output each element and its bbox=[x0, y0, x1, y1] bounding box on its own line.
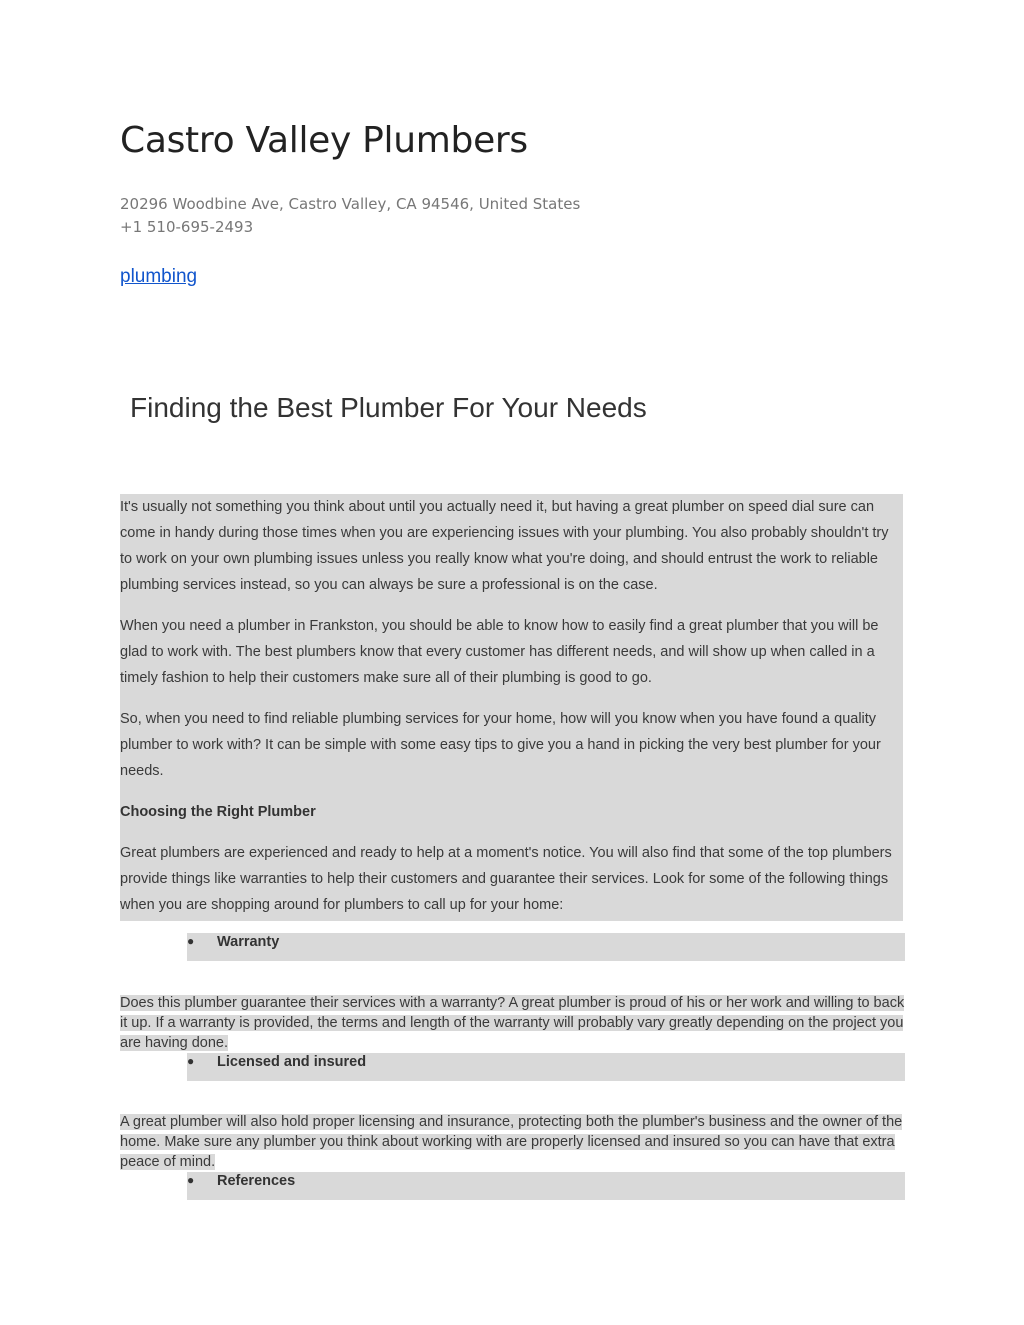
tip-label: Warranty bbox=[217, 934, 280, 950]
bullet-icon: ● bbox=[187, 1173, 195, 1187]
warranty-paragraph bbox=[120, 993, 905, 1053]
choosing-paragraph: Great plumbers are experienced and ready to help at a moment's notice. You will also find that some of the top plumbers provide things like warranties to help their customers and guarantee their services. Look for some of the following things when you are shopping around for plumbers to call up for your home: bbox=[120, 845, 892, 913]
bullet-icon: ● bbox=[187, 934, 195, 948]
tip-label: Licensed and insured bbox=[217, 1054, 367, 1070]
tip-label: References bbox=[217, 1173, 296, 1189]
tip-warranty bbox=[187, 933, 905, 961]
business-phone: +1 510-695-2493 bbox=[120, 218, 254, 236]
intro-paragraph-1: It's usually not something you think about until you actually need it, but having a great plumber on speed dial sure can come in handy during those times when you are experiencing issues with your plumbing. You also probably shouldn't try to work on your own plumbing issues unless you really know what you're doing, and should entrust the work to reliable plumbing services instead, so you can always be sure a professional is on the case. bbox=[120, 499, 889, 593]
plumbing-link[interactable]: plumbing bbox=[120, 266, 198, 287]
page-title: Castro Valley Plumbers bbox=[120, 120, 528, 161]
tip-references bbox=[187, 1172, 905, 1200]
intro-paragraph-2: When you need a plumber in Frankston, you should be able to know how to easily find a great plumber that you will be glad to work with. The best plumbers know that every customer has different needs, and will show up when called in a timely fashion to help their customers make sure all of their plumbing is good to go. bbox=[120, 618, 879, 686]
licensed-paragraph bbox=[120, 1112, 905, 1172]
intro-section bbox=[120, 494, 903, 921]
licensed-text: A great plumber will also hold proper licensing and insurance, protecting both the plumber's business and the owner of the home. Make sure any plumber you think about working with are properly licensed and insured so you can have that extra peace of mind. bbox=[120, 1114, 903, 1170]
article-heading: Finding the Best Plumber For Your Needs bbox=[130, 392, 647, 423]
choosing-subheading: Choosing the Right Plumber bbox=[120, 804, 316, 820]
tip-licensed-insured bbox=[187, 1053, 905, 1081]
warranty-text: Does this plumber guarantee their services with a warranty? A great plumber is proud of his or her work and willing to back it up. If a warranty is provided, the terms and length of the warranty will probably vary greatly depending on the project you are having done. bbox=[120, 995, 905, 1051]
bullet-icon: ● bbox=[187, 1054, 195, 1068]
business-address: 20296 Woodbine Ave, Castro Valley, CA 94546, United States bbox=[120, 195, 581, 213]
intro-paragraph-3: So, when you need to find reliable plumbing services for your home, how will you know when you have found a quality plumber to work with? It can be simple with some easy tips to give you a hand in picking the very best plumber for your needs. bbox=[120, 711, 881, 779]
